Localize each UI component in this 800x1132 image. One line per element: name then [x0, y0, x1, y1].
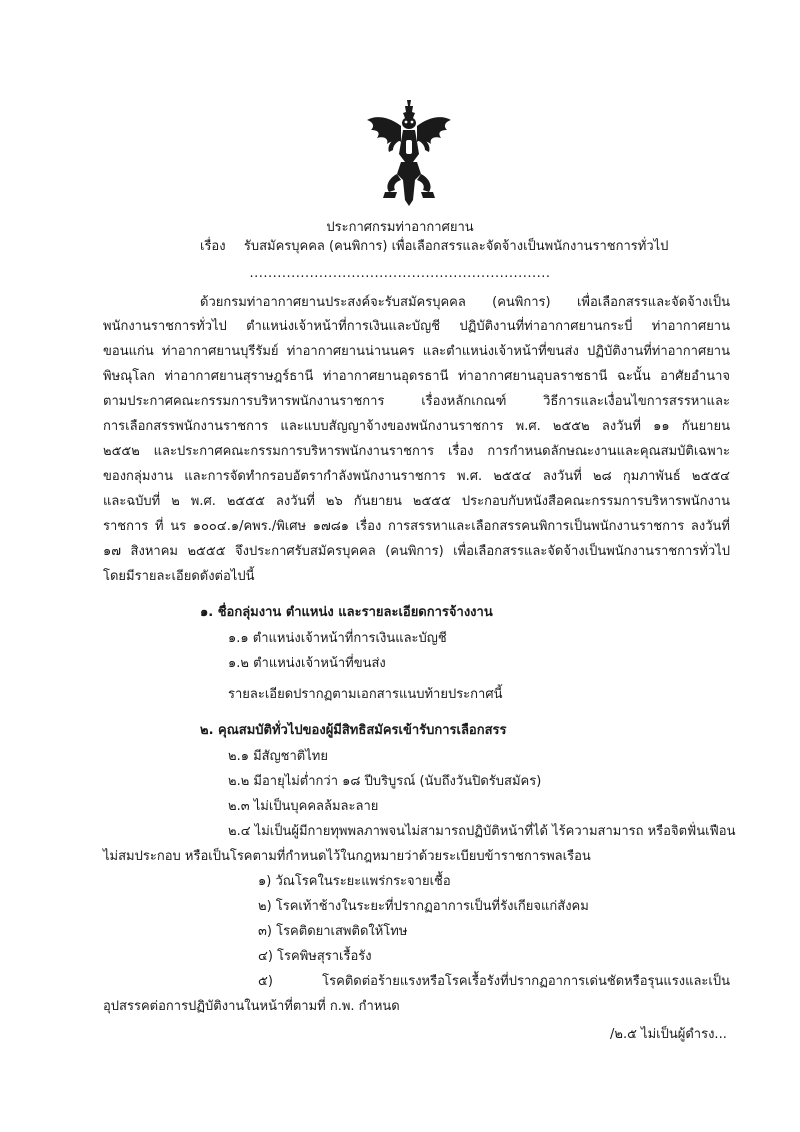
- disease-item: ๑) วัณโรคในระยะแพร่กระจายเชื้อ: [258, 874, 451, 889]
- subject-label: เรื่อง: [200, 239, 226, 254]
- intro-line: การเลือกสรรพนักงานราชการ และแบบสัญญาจ้างของพนักงานราชการ พ.ศ. ๒๕๕๒ ลงวันที่ ๑๑ กันยายน: [103, 419, 730, 434]
- garuda-emblem-icon: [363, 96, 455, 208]
- intro-line: ๑๗ สิงหาคม ๒๕๕๕ จึงประกาศรับสมัครบุคคล (คนพิการ) เพื่อเลือกสรรและจัดจ้างเป็นพนักงานราชการทั่วไป: [103, 544, 730, 559]
- intro-line: ของกลุ่มงาน และการจัดทำกรอบอัตรากำลังพนักงานราชการ พ.ศ. ๒๕๕๔ ลงวันที่ ๒๘ กุมภาพันธ์ ๒๕๕๔: [103, 469, 730, 484]
- disease-item: ๓) โรคติดยาเสพติดให้โทษ: [258, 924, 408, 939]
- header-divider: .................................................................: [249, 266, 551, 281]
- intro-line: ราชการ ที่ นร ๑๐๐๔.๑/คพร./พิเศษ ๑๗๘๑ เรื่อง การสรรหาและเลือกสรรคนพิการเป็นพนักงานราชการ ลงวันที่: [103, 519, 730, 534]
- disease-item: ๔) โรคพิษสุราเรื้อรัง: [258, 949, 372, 964]
- disease-item-5-line: ๕) โรคติดต่อร้ายแรงหรือโรคเรื้อรังที่ปรากฏอาการเด่นชัดหรือรุนแรงและเป็น: [258, 974, 730, 989]
- agency-title: ประกาศกรมท่าอากาศยาน: [326, 220, 474, 235]
- section-2-item: ๒.๑ มีสัญชาติไทย: [228, 749, 328, 764]
- section-1-item: ๑.๑ ตำแหน่งเจ้าหน้าที่การเงินและบัญชี: [228, 631, 447, 646]
- section-2-item: ๒.๓ ไม่เป็นบุคคลล้มละลาย: [228, 799, 379, 814]
- intro-line: พิษณุโลก ท่าอากาศยานสุราษฎร์ธานี ท่าอากาศยานอุดรธานี ท่าอากาศยานอุบลราชธานี ฉะนั้น อาศัยอำนาจ: [103, 369, 730, 384]
- section-1-note: รายละเอียดปรากฏตามเอกสารแนบท้ายประกาศนี้: [228, 687, 503, 702]
- page-continuation: /๒.๕ ไม่เป็นผู้ดำรง...: [610, 1027, 727, 1042]
- intro-line: ขอนแก่น ท่าอากาศยานบุรีรัมย์ ท่าอากาศยานน่านนคร และตำแหน่งเจ้าหน้าที่ขนส่ง ปฏิบัติงานที่ท่าอากาศยาน: [103, 344, 730, 359]
- intro-line: และฉบับที่ ๒ พ.ศ. ๒๕๕๕ ลงวันที่ ๒๖ กันยายน ๒๕๕๕ ประกอบกับหนังสือคณะกรรมการบริหารพนักงาน: [103, 494, 730, 509]
- disease-item-5-line: อุปสรรคต่อการปฏิบัติงานในหน้าที่ตามที่ ก.พ. กำหนด: [103, 999, 400, 1014]
- subject-line: [200, 238, 668, 256]
- section-2-item-4-line: ไม่สมประกอบ หรือเป็นโรคตามที่กำหนดไว้ในกฎหมายว่าด้วยระเบียบข้าราชการพลเรือน: [103, 849, 591, 864]
- intro-line: ตามประกาศคณะกรรมการบริหารพนักงานราชการ เรื่องหลักเกณฑ์ วิธีการและเงื่อนไขการสรรหาและ: [103, 394, 730, 409]
- section-2-heading: ๒. คุณสมบัติทั่วไปของผู้มีสิทธิสมัครเข้ารับการเลือกสรร: [200, 723, 507, 738]
- section-1-heading: ๑. ชื่อกลุ่มงาน ตำแหน่ง และรายละเอียดการจ้างงาน: [200, 605, 493, 620]
- intro-line: ด้วยกรมท่าอากาศยานประสงค์จะรับสมัครบุคคล (คนพิการ) เพื่อเลือกสรรและจัดจ้างเป็น: [200, 295, 730, 310]
- section-2-item-4-line: ๒.๔ ไม่เป็นผู้มีกายทุพพลภาพจนไม่สามารถปฏิบัติหน้าที่ได้ ไร้ความสามารถ หรือจิตฟั่นเฟือน: [228, 824, 736, 839]
- intro-line: พนักงานราชการทั่วไป ตำแหน่งเจ้าหน้าที่การเงินและบัญชี ปฏิบัติงานที่ท่าอากาศยานกระบี่ ท่าอากาศยาน: [103, 319, 730, 334]
- section-1-item: ๑.๒ ตำแหน่งเจ้าหน้าที่ขนส่ง: [228, 656, 386, 671]
- section-2-item: ๒.๒ มีอายุไม่ต่ำกว่า ๑๘ ปีบริบูรณ์ (นับถึงวันปิดรับสมัคร): [228, 774, 542, 789]
- intro-line: ๒๕๕๒ และประกาศคณะกรรมการบริหารพนักงานราชการ เรื่อง การกำหนดลักษณะงานและคุณสมบัติเฉพาะ: [103, 444, 730, 459]
- intro-line: โดยมีรายละเอียดดังต่อไปนี้: [103, 569, 255, 584]
- subject-text: รับสมัครบุคคล (คนพิการ) เพื่อเลือกสรรและจัดจ้างเป็นพนักงานราชการทั่วไป: [243, 239, 669, 254]
- disease-item: ๒) โรคเท้าช้างในระยะที่ปรากฏอาการเป็นที่รังเกียจแก่สังคม: [258, 899, 589, 914]
